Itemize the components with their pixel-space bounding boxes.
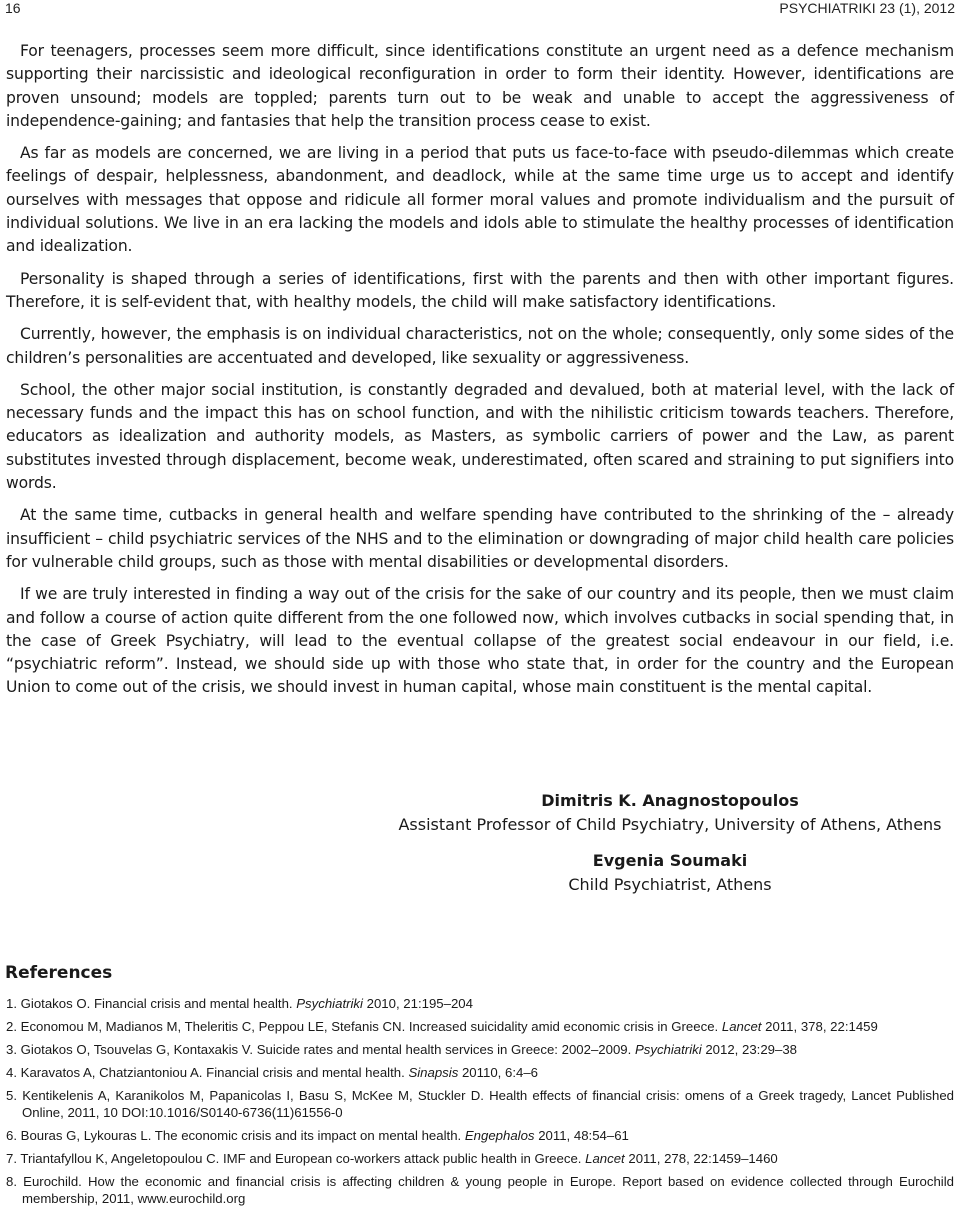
references-heading: References bbox=[5, 963, 113, 983]
page-header bbox=[5, 0, 955, 20]
author-name: Evgenia Soumaki bbox=[592, 851, 748, 870]
reference-list bbox=[6, 995, 954, 1213]
paragraph: For teenagers, processes seem more difficult, since identifications constitute an urgent need as a defence mechanism supporting their narcissistic and ideological reconfiguration in order to form their identity. However, identifications are proven unsound; models are toppled; parents turn out to be weak and unable to accept the aggressiveness of independence-gaining; and fantasies that help the transition process cease to exist. bbox=[6, 42, 954, 130]
paragraph: As far as models are concerned, we are living in a period that puts us face-to-face with pseudo-dilemmas which create feelings of despair, helplessness, abandonment, and deadlock, while at the same time urge us to accept and identify ourselves with messages that oppose and ridicule all former moral values and promote individualism and the pursuit of individual solutions. We live in an era lacking the models and idols able to stimulate the healthy processes of identification and idealization. bbox=[6, 144, 954, 256]
paragraph: Currently, however, the emphasis is on individual characteristics, not on the whole; consequently, only some sides of the children’s personalities are accentuated and developed, like sexuality or aggressiveness. bbox=[6, 325, 954, 367]
reference-item: 3. Giotakos O, Tsouvelas G, Kontaxakis V. Suicide rates and mental health services in Greece: 2002–2009. Psychiatriki 2012, 23:29–38 bbox=[6, 1042, 797, 1057]
reference-item: 1. Giotakos O. Financial crisis and mental health. Psychiatriki 2010, 21:195–204 bbox=[6, 996, 473, 1011]
reference-item: 4. Karavatos A, Chatziantoniou A. Financial crisis and mental health. Sinapsis 20110, 6:4–6 bbox=[6, 1065, 538, 1080]
reference-item: 6. Bouras G, Lykouras L. The economic crisis and its impact on mental health. Engephalos 2011, 48:54–61 bbox=[6, 1128, 629, 1143]
article-body bbox=[6, 40, 954, 709]
author-affiliation: Assistant Professor of Child Psychiatry, University of Athens, Athens bbox=[398, 815, 942, 834]
page-number: 16 bbox=[5, 0, 21, 16]
author-name: Dimitris K. Anagnostopoulos bbox=[541, 791, 799, 810]
paragraph: Personality is shaped through a series of identifications, first with the parents and then with other important figures. Therefore, it is self-evident that, with healthy models, the child will make satisfactory identifications. bbox=[6, 269, 954, 311]
paragraph: At the same time, cutbacks in general health and welfare spending have contributed to the shrinking of the – already insufficient – child psychiatric services of the NHS and to the elimination or downgrading of major child health care policies for vulnerable child groups, such as those with mental disabilities or developmental disorders. bbox=[6, 506, 954, 571]
author-affiliation: Child Psychiatrist, Athens bbox=[568, 875, 772, 894]
reference-item: 8. Eurochild. How the economic and financial crisis is affecting children & young people in Europe. Report based on evidence collected through Eurochild membership, 2011, www.eurochild.org bbox=[6, 1174, 954, 1206]
reference-item: 5. Kentikelenis A, Karanikolos M, Papanicolas I, Basu S, McKee M, Stuckler D. Health effects of financial crisis: omens of a Greek tragedy, Lancet Published Online, 2011, 10 DOI:10.1016/S0140-6736(11)61556-0 bbox=[6, 1088, 954, 1120]
paragraph: School, the other major social institution, is constantly degraded and devalued, both at material level, with the lack of necessary funds and the impact this has on school function, and with the nihilistic criticism towards teachers. Therefore, educators as idealization and authority models, as Masters, as symbolic carriers of power and the Law, as parent substitutes invested through displacement, become weak, underestimated, often scared and straining to put signifiers into words. bbox=[6, 380, 954, 493]
journal-running-title: PSYCHIATRIKI 23 (1), 2012 bbox=[779, 0, 955, 16]
paragraph: If we are truly interested in finding a way out of the crisis for the sake of our country and its people, then we must claim and follow a course of action quite different from the one followed now, which involves cutbacks in social spending that, in the case of Greek Psychiatry, will lead to the eventual collapse of the greatest social endeavour in our field, i.e. “psychiatric reform”. Instead, we should side up with those who state that, in order for the country and the European Union to come out of the crisis, we should invest in human capital, whose main constituent is the mental capital. bbox=[6, 585, 954, 697]
author-signature bbox=[380, 849, 960, 897]
author-signature bbox=[380, 789, 960, 837]
reference-item: 2. Economou M, Madianos M, Theleritis C, Peppou LE, Stefanis CN. Increased suicidality amid economic crisis in Greece. Lancet 2011, 378, 22:1459 bbox=[6, 1019, 878, 1034]
reference-item: 7. Triantafyllou K, Angeletopoulou C. IMF and European co-workers attack public health in Greece. Lancet 2011, 278, 22:1459–1460 bbox=[6, 1151, 778, 1166]
